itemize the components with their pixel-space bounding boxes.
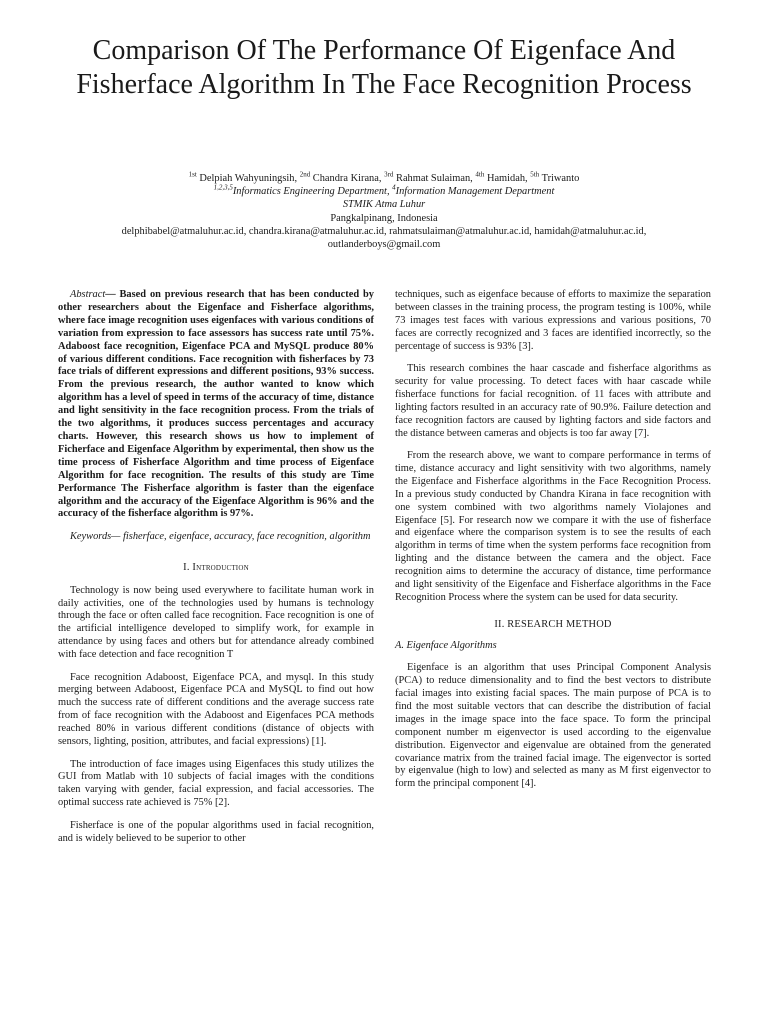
- author-emails: delphibabel@atmaluhur.ac.id, chandra.kirana@atmaluhur.ac.id, rahmatsulaiman@atmaluhur.ac.id, hamidah@atmaluhur.ac.id,: [121, 225, 647, 237]
- intro-paragraph-1: Technology is now being used everywhere to facilitate human work in daily activities, one of the technologies used by humans is technology through the face or often called face recognition. Face recognition is one of the artificial intelligence developed to simplify work, for example in attendance by using faces and others but for attendance already combined with face detection and face recognition T: [58, 584, 374, 661]
- body-paragraph-eigenface: Eigenface is an algorithm that uses Principal Component Analysis (PCA) to reduce dimensionality and to find the best vectors to distribute facial images into existing facial spaces. The main purpose of PCA is to find the most suitable vectors that can describe the distribution of facial images in the image space into the face space. To form the principal component number m eigenvector is used according to the eigenvalue distribution. Eigenvector and eigenvalue are obtained from the generated covariance matrix from the trained facial image. The eigenvector is sorted by eigenvalue (high to low) and selected as many as M first eigenvector to form the principal component [4].: [395, 662, 711, 790]
- author-emails-continued: outlanderboys@gmail.com: [327, 239, 441, 251]
- author-list: $^{1st}$ Delpiah Wahyuningsih, $^{2nd}$ Chandra Kirana, $^{3rd}$ Rahmat Sulaiman, $^{4th}$ Hamidah, $^{5th}$ Triwanto: [188, 170, 580, 184]
- intro-paragraph-4: Fisherface is one of the popular algorithms used in facial recognition, and is widely believed to be superior to other: [58, 819, 374, 844]
- author-block: [40, 172, 728, 251]
- paper-title: Comparison Of The Performance Of Eigenface And Fisherface Algorithm In The Face Recognition Process: [76, 35, 692, 100]
- body-paragraph-research-aim: From the research above, we want to compare performance in terms of time, distance accuracy and light sensitivity with two algorithms, namely the Eigenface and Fisherface algorithms in the Face Recognition Process. In a previous study conducted by Chandra Kirana in face recognition with one system combined with two algorithms namely Violajones and Eigenface [5]. For research now we compare it with the use of fisherface and eigenface where the comparison system is to see the results of each algorithm in terms of time when the system performs face recognition from lighting and the distance between the camera and the object. Face recognition aims to determine the accuracy of distance, time performance and light sensitivity of the Eigenface and Fisherface algorithms in the Face Recognition Process where the system can be used for data security.: [395, 449, 711, 603]
- left-column: [58, 289, 374, 855]
- abstract-body: — Based on previous research that has been conducted by other researchers about the Eigenface and Fisherface algorithms, where face image recognition uses eigenfaces with various conditions of variation from expression to face assessors has success rate until 75%. Adaboost face recognition, Eigenface PCA and MySQL produce 80% of various different conditions. Face recognition with fisherfaces by 73 face trials of different expressions and different positions, 93% success. From the previous research, the author wanted to know which algorithm has a level of speed in terms of the accuracy of time, distance and light sensitivity in the face recognition process. From the trials of the two algorithms, it produces success percentages and accuracy charts. However, this research shows us how to implement of Ficherface and Eigenface Algorithm by experimental, then show us the time process of Fisherface Algorithm and time process of Eigenface Algorithm for face recognition. The results of this study are Time Performance The Fisherface algorithm is faster than the eigenface algorithm and the accuracy of the Eigenface Algorithm is 96% and the accuracy of the fisherface algorithm is 97%.: [58, 289, 374, 520]
- right-column: [395, 289, 711, 801]
- affiliation-institution: STMIK Atma Luhur: [342, 199, 426, 211]
- affiliation-departments: $^{1,2,3,5}$Informatics Engineering Department, $^4$Information Management Department: [213, 183, 555, 198]
- body-paragraph-continued: techniques, such as eigenface because of efforts to maximize the separation between classes in the training process, the program testing is 100%, while 73 images test faces with various expressions and various positions, 70 faces are correctly recognized and 3 faces are identified incorrectly, so the percentage of success is 93% [3].: [395, 289, 711, 352]
- intro-paragraph-3: The introduction of face images using Eigenfaces this study utilizes the GUI from Matlab with 10 subjects of facial images with the conditions taken varying with gender, facial expression, and facial accessories. The optimal success rate achieved is 75% [2].: [58, 758, 374, 809]
- section-heading-research-method: II. RESEARCH METHOD: [494, 618, 612, 630]
- subsection-heading-eigenface: A. Eigenface Algorithms: [395, 639, 497, 651]
- abstract: [58, 289, 374, 521]
- abstract-label: Abstract: [70, 289, 106, 300]
- keywords: Keywords— fisherface, eigenface, accuracy, face recognition, algorithm: [70, 530, 371, 542]
- section-heading-introduction: I. Introduction: [183, 561, 249, 573]
- intro-paragraph-2: Face recognition Adaboost, Eigenface PCA, and mysql. In this study merging between Adaboost, Eigenface PCA and MySQL to find out how much the success rate of different conditions and the average success rate from of face recognition with the Adaboost and Eigenfaces PCA methods reached 80% in various different conditions (distance of objects with sensors, lighting, position, attributes, and facial expressions) [1].: [58, 671, 374, 748]
- body-paragraph-haar-cascade: This research combines the haar cascade and fisherface algorithms as security for value processing. To detect faces with haar cascade while fisherface functions for facial recognition. of 11 faces with attribute and lighting factors resulted in an accuracy rate of 90.9%. Failure detection and face recognition factors are caused by lighting factors and side factors and the distance between cameras and objects is too far away [7].: [395, 363, 711, 439]
- affiliation-city: Pangkalpinang, Indonesia: [330, 212, 438, 224]
